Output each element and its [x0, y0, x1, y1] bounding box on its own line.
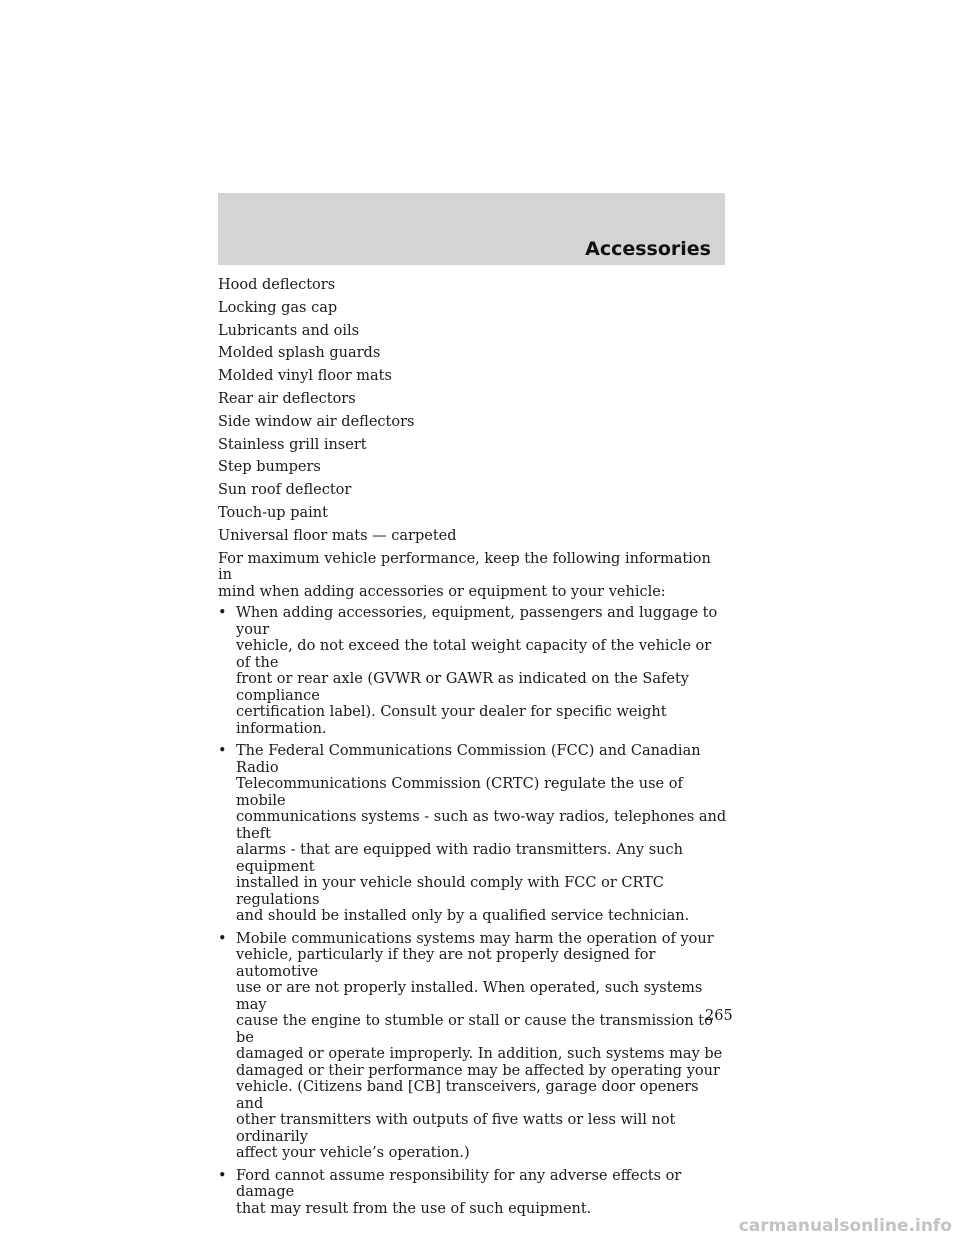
bullet-dot-icon: •: [218, 743, 227, 760]
bullet-dot-icon: •: [218, 605, 227, 622]
bullet-line: installed in your vehicle should comply with FCC or CRTC regulations: [236, 875, 664, 908]
bullet-line: communications systems - such as two-way radios, telephones and theft: [236, 809, 727, 842]
list-item: Stainless grill insert: [218, 436, 367, 453]
bullet-line: front or rear axle (GVWR or GAWR as indicated on the Safety compliance: [236, 671, 689, 704]
bullet-item: [218, 931, 728, 1162]
section-title: Accessories: [585, 238, 711, 260]
bullet-line: damaged or their performance may be affected by operating your: [236, 1062, 720, 1079]
list-item: Molded vinyl floor mats: [218, 368, 392, 385]
list-item: Universal floor mats — carpeted: [218, 527, 457, 544]
list-item: Side window air deflectors: [218, 413, 415, 430]
bullet-dot-icon: •: [218, 930, 227, 947]
bullet-item: [218, 605, 728, 737]
list-item: Locking gas cap: [218, 299, 338, 316]
bullet-line: The Federal Communications Commission (FCC) and Canadian Radio: [236, 743, 701, 776]
bullet-line: vehicle. (Citizens band [CB] transceivers, garage door openers and: [236, 1079, 699, 1112]
bullet-line: damaged or operate improperly. In addition, such systems may be: [236, 1046, 723, 1063]
list-item: Sun roof deflector: [218, 482, 352, 499]
page-content: [218, 277, 728, 1223]
intro-line: mind when adding accessories or equipment to your vehicle:: [218, 583, 666, 600]
watermark-text: carmanualsonline.info: [738, 1216, 952, 1236]
intro-paragraph: [218, 551, 728, 601]
bullet-line: use or are not properly installed. When operated, such systems may: [236, 980, 703, 1013]
intro-line: For maximum vehicle performance, keep the following information in: [218, 550, 711, 584]
bullet-item: [218, 1168, 728, 1218]
list-item: Step bumpers: [218, 459, 321, 476]
bullet-line: other transmitters with outputs of five watts or less will not ordinarily: [236, 1112, 676, 1145]
bullet-line: certification label). Consult your dealer for specific weight information.: [236, 704, 667, 737]
list-item: Rear air deflectors: [218, 390, 356, 407]
bullet-line: vehicle, do not exceed the total weight capacity of the vehicle or of the: [236, 638, 712, 671]
bullet-line: affect your vehicle’s operation.): [236, 1145, 470, 1162]
bullet-line: vehicle, particularly if they are not properly designed for automotive: [236, 947, 656, 980]
bullet-line: that may result from the use of such equipment.: [236, 1200, 592, 1217]
section-header-band: [218, 193, 725, 265]
list-item: Touch-up paint: [218, 504, 328, 521]
bullet-item: [218, 743, 728, 925]
list-item: Hood deflectors: [218, 277, 336, 293]
accessory-list: [218, 277, 728, 544]
page-number: 265: [705, 1008, 733, 1024]
bullet-line: Mobile communications systems may harm the operation of your: [236, 930, 714, 947]
list-item: Molded splash guards: [218, 345, 381, 362]
bullet-list: [218, 605, 728, 1217]
bullet-line: and should be installed only by a qualified service technician.: [236, 908, 690, 925]
bullet-line: When adding accessories, equipment, passengers and luggage to your: [236, 605, 718, 638]
bullet-line: Ford cannot assume responsibility for any adverse effects or damage: [236, 1167, 682, 1201]
bullet-line: cause the engine to stumble or stall or cause the transmission to be: [236, 1013, 713, 1046]
bullet-line: alarms - that are equipped with radio transmitters. Any such equipment: [236, 842, 683, 875]
list-item: Lubricants and oils: [218, 322, 360, 339]
bullet-dot-icon: •: [218, 1167, 227, 1184]
bullet-line: Telecommunications Commission (CRTC) regulate the use of mobile: [236, 776, 683, 809]
